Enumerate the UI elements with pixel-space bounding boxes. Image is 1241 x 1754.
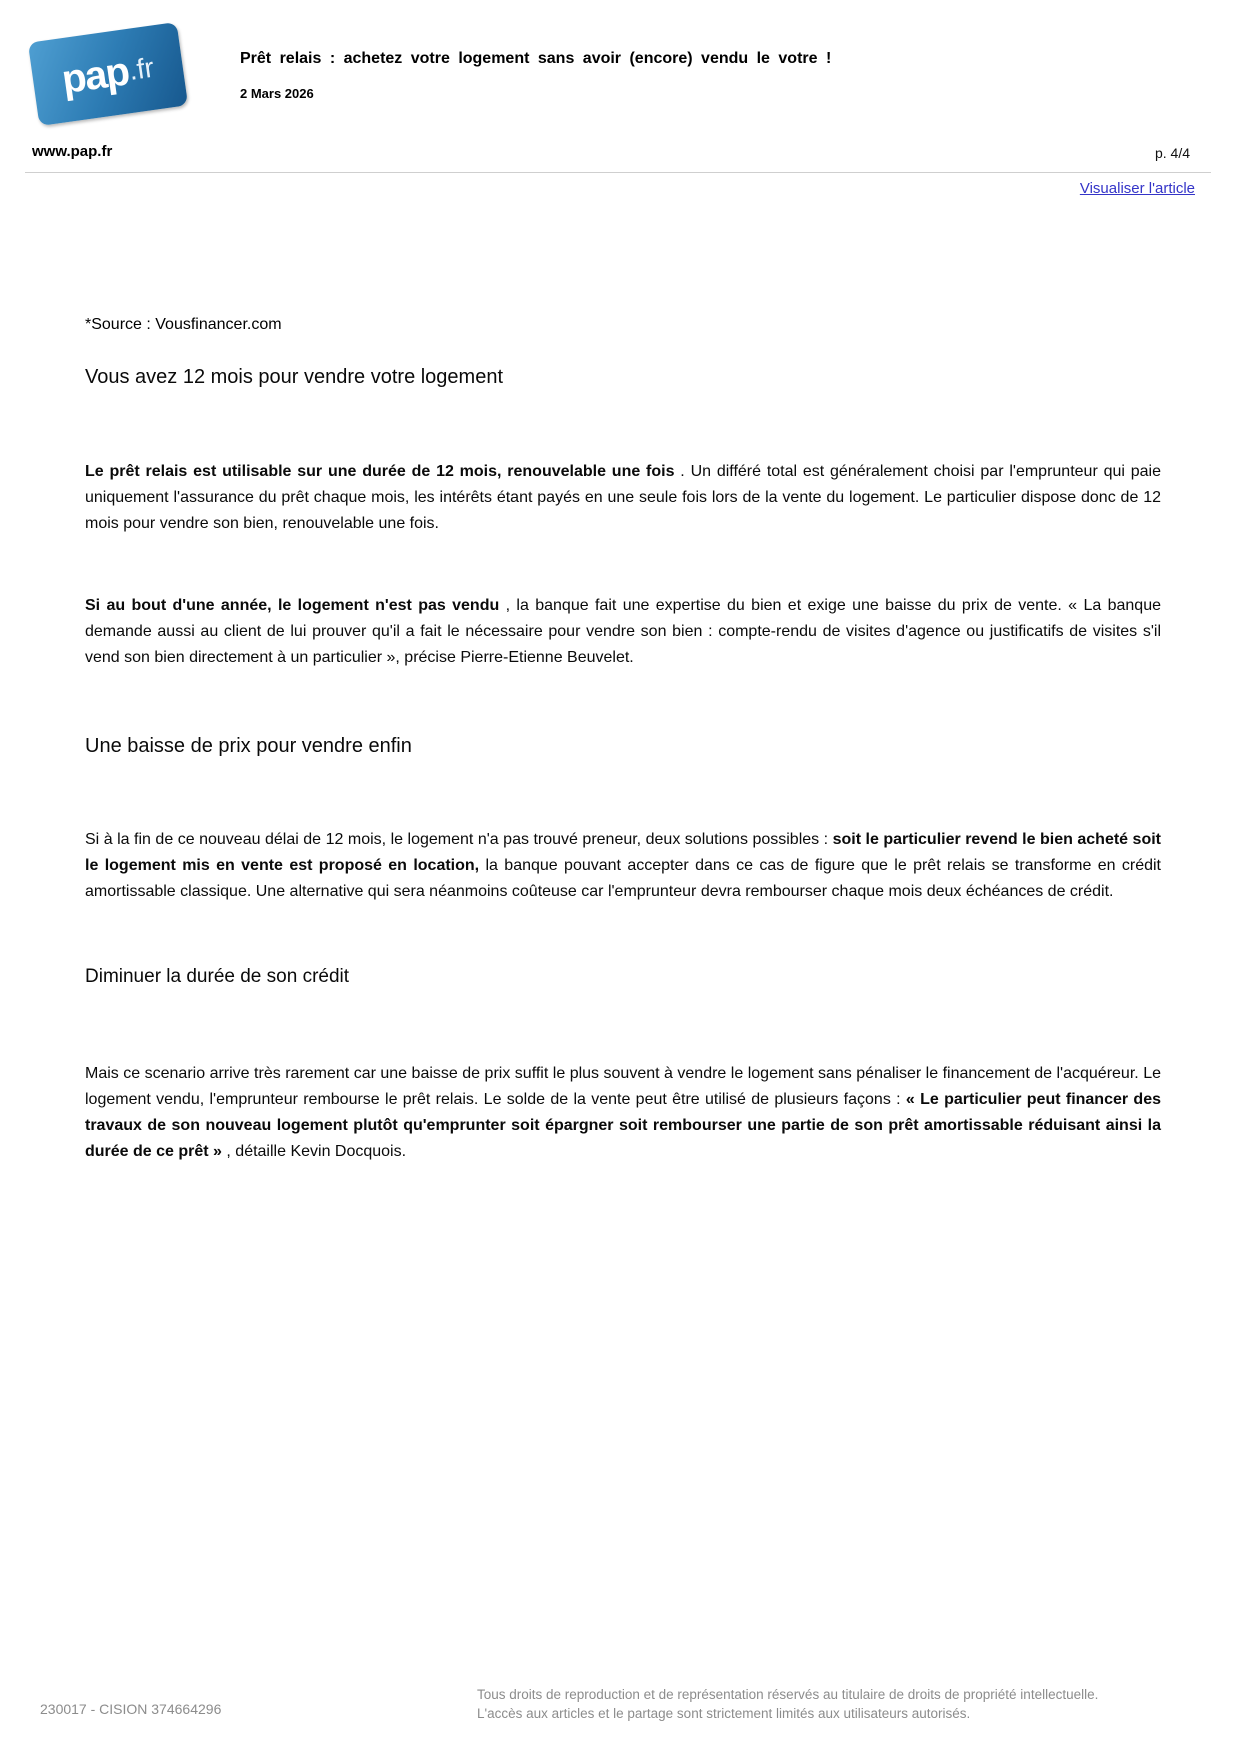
source-note: *Source : Vousfinancer.com xyxy=(85,316,282,333)
cision-reference: 230017 - CISION 374664296 xyxy=(40,1701,222,1717)
header-divider xyxy=(25,172,1211,173)
article-title: Prêt relais : achetez votre logement sans avoir (encore) vendu le votre ! xyxy=(240,50,832,67)
section-heading-3: Diminuer la durée de son crédit xyxy=(85,966,350,987)
paragraph-4 xyxy=(85,1061,1161,1165)
text-run: Mais ce scenario arrive très rarement car une baisse de prix suffit le plus souvent à vendre le logement sans pénaliser le financement de l'acquéreur. Le logement vendu, l'emprunteur rembourse le prêt relais. Le solde de la vente peut être utilisé de plusieurs façons : xyxy=(85,1065,1161,1108)
bold-text-run: Le prêt relais est utilisable sur une durée de 12 mois, renouvelable une fois xyxy=(85,463,675,480)
text-run: . Un différé total est généralement choisi par l'emprunteur qui paie uniquement l'assurance du prêt chaque mois, les intérêts étant payés en une seule fois lors de la vente du logement. Le particulier dispose donc de 12 mois pour vendre son bien, renouvelable une fois. xyxy=(85,463,1161,532)
source-site: www.pap.fr xyxy=(32,143,113,160)
text-run: , la banque fait une expertise du bien et exige une baisse du prix de vente. « La banque demande aussi au client de lui prouver qu'il a fait le nécessaire pour vendre son bien : compte-rendu de visites d'agence ou justificatifs de visites s'il vend son bien directement à un particulier », précise Pierre-Etienne Beuvelet. xyxy=(85,597,1161,666)
text-run: Si à la fin de ce nouveau délai de 12 mois, le logement n'a pas trouvé preneur, deux solutions possibles : xyxy=(85,831,833,848)
section-heading-2: Une baisse de prix pour vendre enfin xyxy=(85,735,412,757)
text-run: , détaille Kevin Docquois. xyxy=(221,1143,407,1160)
bold-text-run: « Le particulier peut financer des travaux de son nouveau logement plutôt qu'emprunter soit épargner soit rembourser une partie de son prêt amortissable réduisant ainsi la durée de ce prêt » xyxy=(85,1091,1161,1160)
paragraph-2 xyxy=(85,593,1161,671)
rights-line-2: L'accès aux articles et le partage sont strictement limités aux utilisateurs autorisés. xyxy=(477,1705,971,1721)
logo-suffix-text: .fr xyxy=(126,51,156,86)
pap-logo xyxy=(25,20,195,135)
section-heading-1: Vous avez 12 mois pour vendre votre logement xyxy=(85,366,504,388)
paragraph-3 xyxy=(85,827,1161,905)
logo-text: pap xyxy=(59,48,132,102)
bold-text-run: soit le particulier revend le bien acheté soit le logement mis en vente est proposé en location, xyxy=(85,831,1162,874)
paragraph-1 xyxy=(85,459,1161,537)
article-date: 2 Mars 2026 xyxy=(240,86,314,101)
view-article-link[interactable]: Visualiser l'article xyxy=(1079,180,1195,197)
rights-notice xyxy=(477,1686,1098,1723)
bold-text-run: Si au bout d'une année, le logement n'est pas vendu xyxy=(85,597,500,614)
rights-line-1: Tous droits de reproduction et de représentation réservés au titulaire de droits de propriété intellectuelle. xyxy=(477,1687,1099,1702)
page-indicator: p. 4/4 xyxy=(1154,145,1190,161)
text-run: la banque pouvant accepter dans ce cas de figure que le prêt relais se transforme en crédit amortissable classique. Une alternative qui sera néanmoins coûteuse car l'emprunteur devra rembourser chaque mois deux échéances de crédit. xyxy=(85,857,1161,900)
pap-logo-card xyxy=(28,22,188,126)
